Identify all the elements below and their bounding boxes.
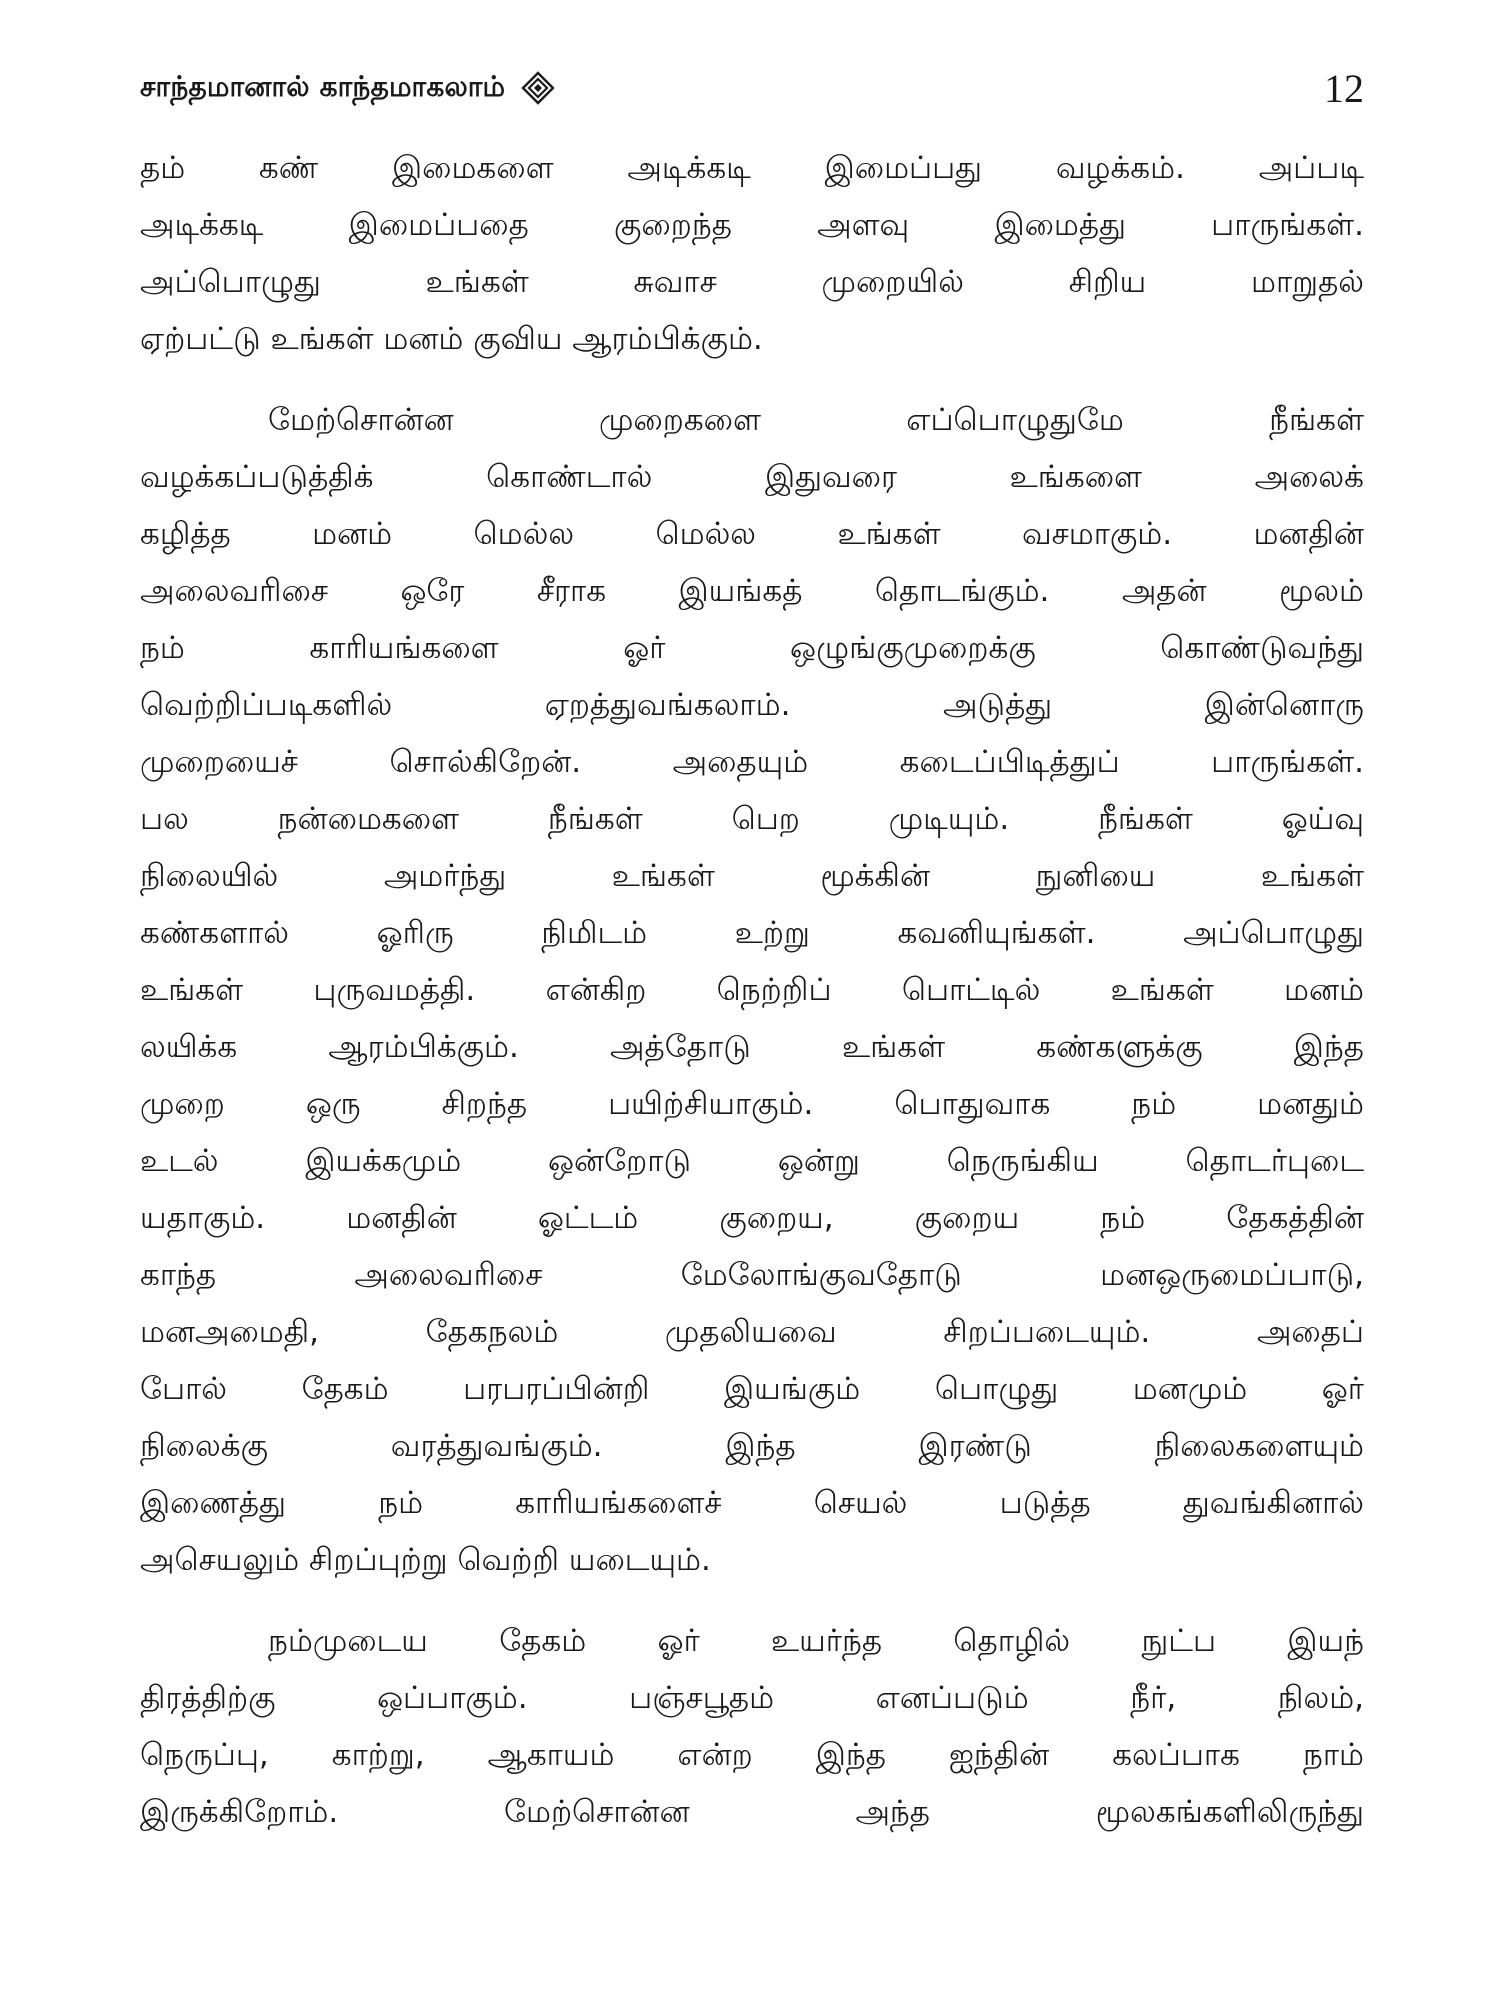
text-line: நம் காரியங்களை ஓர் ஒழுங்குமுறைக்கு கொண்டுவந்து <box>140 630 1364 666</box>
text-line: இருக்கிறோம். மேற்சொன்ன அந்த மூலகங்களிலிருந்து <box>140 1794 1364 1830</box>
text-line: அப்பொழுது உங்கள் சுவாச முறையில் சிறிய மாறுதல் <box>140 264 1364 300</box>
page-number: 12 <box>1324 65 1364 111</box>
text-line: அடிக்கடி இமைப்பதை குறைந்த அளவு இமைத்து பாருங்கள். <box>140 207 1364 243</box>
text-line: வெற்றிப்படிகளில் ஏறத்துவங்கலாம். அடுத்து இன்னொரு <box>140 687 1364 723</box>
page-header <box>140 58 1364 118</box>
text-line: கழித்த மனம் மெல்ல மெல்ல உங்கள் வசமாகும். மனதின் <box>140 516 1364 552</box>
body-text <box>140 140 1364 1841</box>
paragraph-gap <box>140 368 1364 392</box>
text-line: நம்முடைய தேகம் ஓர் உயர்ந்த தொழில் நுட்ப இயந் <box>268 1623 1364 1659</box>
paragraph-3 <box>140 1613 1364 1841</box>
running-title: சாந்தமானால் காந்தமாகலாம் <box>140 69 506 103</box>
text-line: அசெயலும் சிறப்புற்று வெற்றி யடையும். <box>140 1542 711 1578</box>
text-line: மேற்சொன்ன முறைகளை எப்பொழுதுமே நீங்கள் <box>268 402 1364 438</box>
text-line: நிலைக்கு வரத்துவங்கும். இந்த இரண்டு நிலைகளையும் <box>140 1428 1364 1464</box>
text-line: மனஅமைதி, தேகநலம் முதலியவை சிறப்படையும். அதைப் <box>140 1314 1364 1350</box>
text-line: தம் கண் இமைகளை அடிக்கடி இமைப்பது வழக்கம். அப்படி <box>140 150 1364 186</box>
paragraph-1 <box>140 140 1364 368</box>
text-line: பல நன்மைகளை நீங்கள் பெற முடியும். நீங்கள் ஓய்வு <box>140 801 1364 837</box>
paragraph-2 <box>140 392 1364 1589</box>
text-line: முறையைச் சொல்கிறேன். அதையும் கடைப்பிடித்துப் பாருங்கள். <box>140 744 1364 780</box>
diamond-ornament-icon <box>521 71 555 105</box>
text-line: நெருப்பு, காற்று, ஆகாயம் என்ற இந்த ஐந்தின் கலப்பாக நாம் <box>140 1737 1364 1773</box>
text-line: யதாகும். மனதின் ஓட்டம் குறைய, குறைய நம் தேகத்தின் <box>140 1200 1364 1236</box>
text-line: அலைவரிசை ஒரே சீராக இயங்கத் தொடங்கும். அதன் மூலம் <box>140 573 1364 609</box>
text-line: இணைத்து நம் காரியங்களைச் செயல் படுத்த துவங்கினால் <box>140 1485 1364 1521</box>
text-line: நிலையில் அமர்ந்து உங்கள் மூக்கின் நுனியை உங்கள் <box>140 858 1364 894</box>
text-line: லயிக்க ஆரம்பிக்கும். அத்தோடு உங்கள் கண்களுக்கு இந்த <box>140 1029 1364 1065</box>
text-line: உங்கள் புருவமத்தி. என்கிற நெற்றிப் பொட்டில் உங்கள் மனம் <box>140 972 1364 1008</box>
text-line: கண்களால் ஓரிரு நிமிடம் உற்று கவனியுங்கள். அப்பொழுது <box>140 915 1364 951</box>
header-left <box>140 70 555 107</box>
text-line: வழக்கப்படுத்திக் கொண்டால் இதுவரை உங்களை அலைக் <box>140 459 1364 495</box>
text-line: காந்த அலைவரிசை மேலோங்குவதோடு மனஒருமைப்பாடு, <box>140 1257 1364 1293</box>
paragraph-gap <box>140 1589 1364 1613</box>
text-line: ஏற்பட்டு உங்கள் மனம் குவிய ஆரம்பிக்கும். <box>140 321 763 357</box>
text-line: போல் தேகம் பரபரப்பின்றி இயங்கும் பொழுது மனமும் ஓர் <box>140 1371 1364 1407</box>
text-line: திரத்திற்கு ஒப்பாகும். பஞ்சபூதம் எனப்படும் நீர், நிலம், <box>140 1680 1364 1716</box>
text-line: முறை ஒரு சிறந்த பயிற்சியாகும். பொதுவாக நம் மனதும் <box>140 1086 1364 1122</box>
text-line: உடல் இயக்கமும் ஒன்றோடு ஒன்று நெருங்கிய தொடர்புடை <box>140 1143 1364 1179</box>
